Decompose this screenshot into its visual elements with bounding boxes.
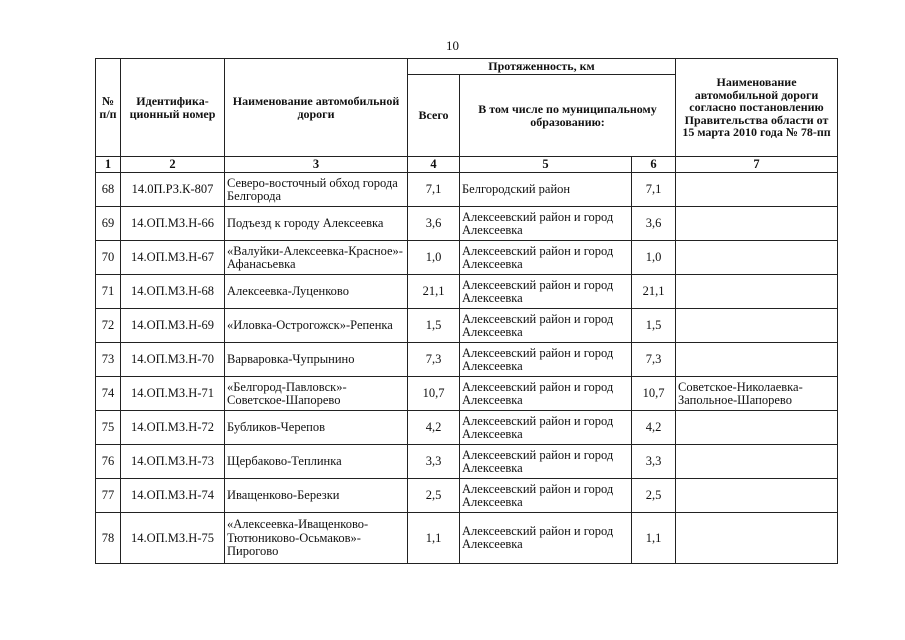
municipal-length: 7,1	[632, 173, 676, 207]
road-id: 14.0П.РЗ.К-807	[121, 173, 225, 207]
municipality: Алексеевский район и город Алексеевка	[460, 309, 632, 343]
road-name: Щербаково-Теплинка	[225, 445, 408, 479]
road-name: «Белгород-Павловск»-Советское-Шапорево	[225, 377, 408, 411]
column-number: 3	[225, 157, 408, 173]
municipal-length: 2,5	[632, 479, 676, 513]
municipality: Алексеевский район и город Алексеевка	[460, 207, 632, 241]
previous-name	[676, 173, 838, 207]
road-name: Северо-восточный обход города Белгорода	[225, 173, 408, 207]
municipal-length: 3,3	[632, 445, 676, 479]
road-name: Варваровка-Чупрынино	[225, 343, 408, 377]
header-length-group: Протяженность, км	[408, 59, 676, 75]
row-number: 70	[96, 241, 121, 275]
row-number: 69	[96, 207, 121, 241]
municipality: Алексеевский район и город Алексеевка	[460, 343, 632, 377]
road-name: «Алексеевка-Иващенково-Тютюниково-Осьмаков»-Пирогово	[225, 513, 408, 564]
road-name: Подъезд к городу Алексеевка	[225, 207, 408, 241]
column-number: 1	[96, 157, 121, 173]
road-name: Бубликов-Черепов	[225, 411, 408, 445]
length-total: 1,1	[408, 513, 460, 564]
length-total: 3,6	[408, 207, 460, 241]
municipality: Алексеевский район и город Алексеевка	[460, 411, 632, 445]
column-number: 7	[676, 157, 838, 173]
length-total: 1,5	[408, 309, 460, 343]
header-municipal: В том числе по муниципальному образованию:	[460, 75, 676, 157]
municipal-length: 1,5	[632, 309, 676, 343]
municipality: Алексеевский район и город Алексеевка	[460, 479, 632, 513]
header-prev-name: Наименование автомобильной дороги согласно постановлению Правительства области от 15 марта 2010 года № 78-пп	[676, 59, 838, 157]
table-row	[96, 173, 838, 207]
municipal-length: 1,1	[632, 513, 676, 564]
table-row	[96, 309, 838, 343]
municipality: Алексеевский район и город Алексеевка	[460, 377, 632, 411]
previous-name: Советское-Николаевка-Запольное-Шапорево	[676, 377, 838, 411]
previous-name	[676, 513, 838, 564]
row-number: 74	[96, 377, 121, 411]
column-number: 6	[632, 157, 676, 173]
road-id: 14.ОП.МЗ.Н-67	[121, 241, 225, 275]
municipality: Белгородский район	[460, 173, 632, 207]
column-number: 2	[121, 157, 225, 173]
table-row	[96, 275, 838, 309]
previous-name	[676, 479, 838, 513]
page-number: 10	[446, 38, 459, 53]
row-number: 68	[96, 173, 121, 207]
municipality: Алексеевский район и город Алексеевка	[460, 275, 632, 309]
column-number: 4	[408, 157, 460, 173]
length-total: 10,7	[408, 377, 460, 411]
previous-name	[676, 343, 838, 377]
table-row	[96, 377, 838, 411]
length-total: 2,5	[408, 479, 460, 513]
row-number: 71	[96, 275, 121, 309]
column-number: 5	[460, 157, 632, 173]
road-id: 14.ОП.МЗ.Н-66	[121, 207, 225, 241]
previous-name	[676, 241, 838, 275]
table-row	[96, 241, 838, 275]
previous-name	[676, 207, 838, 241]
header-total: Всего	[408, 75, 460, 157]
row-number: 73	[96, 343, 121, 377]
municipal-length: 7,3	[632, 343, 676, 377]
length-total: 21,1	[408, 275, 460, 309]
municipal-length: 10,7	[632, 377, 676, 411]
municipal-length: 3,6	[632, 207, 676, 241]
road-id: 14.ОП.МЗ.Н-71	[121, 377, 225, 411]
column-number-row	[96, 157, 838, 173]
table-row	[96, 411, 838, 445]
row-number: 77	[96, 479, 121, 513]
road-name: «Валуйки-Алексеевка-Красное»-Афанасьевка	[225, 241, 408, 275]
row-number: 76	[96, 445, 121, 479]
header-name: Наименование автомобильной дороги	[225, 59, 408, 157]
length-total: 7,3	[408, 343, 460, 377]
municipality: Алексеевский район и город Алексеевка	[460, 241, 632, 275]
municipality: Алексеевский район и город Алексеевка	[460, 445, 632, 479]
row-number: 72	[96, 309, 121, 343]
road-name: «Иловка-Острогожск»-Репенка	[225, 309, 408, 343]
previous-name	[676, 275, 838, 309]
length-total: 7,1	[408, 173, 460, 207]
table-row	[96, 343, 838, 377]
municipal-length: 1,0	[632, 241, 676, 275]
row-number: 75	[96, 411, 121, 445]
table-row	[96, 207, 838, 241]
header-num: № п/п	[96, 59, 121, 157]
table-row	[96, 445, 838, 479]
road-id: 14.ОП.МЗ.Н-74	[121, 479, 225, 513]
table-row	[96, 513, 838, 564]
road-id: 14.ОП.МЗ.Н-69	[121, 309, 225, 343]
previous-name	[676, 411, 838, 445]
road-id: 14.ОП.МЗ.Н-75	[121, 513, 225, 564]
previous-name	[676, 445, 838, 479]
table-row	[96, 479, 838, 513]
row-number: 78	[96, 513, 121, 564]
length-total: 1,0	[408, 241, 460, 275]
roads-table	[95, 58, 838, 564]
road-name: Алексеевка-Луценково	[225, 275, 408, 309]
municipal-length: 4,2	[632, 411, 676, 445]
municipality: Алексеевский район и город Алексеевка	[460, 513, 632, 564]
previous-name	[676, 309, 838, 343]
length-total: 4,2	[408, 411, 460, 445]
municipal-length: 21,1	[632, 275, 676, 309]
road-name: Иващенково-Березки	[225, 479, 408, 513]
road-id: 14.ОП.МЗ.Н-72	[121, 411, 225, 445]
road-id: 14.ОП.МЗ.Н-73	[121, 445, 225, 479]
length-total: 3,3	[408, 445, 460, 479]
road-id: 14.ОП.МЗ.Н-70	[121, 343, 225, 377]
header-id: Идентифика- ционный номер	[121, 59, 225, 157]
road-id: 14.ОП.МЗ.Н-68	[121, 275, 225, 309]
